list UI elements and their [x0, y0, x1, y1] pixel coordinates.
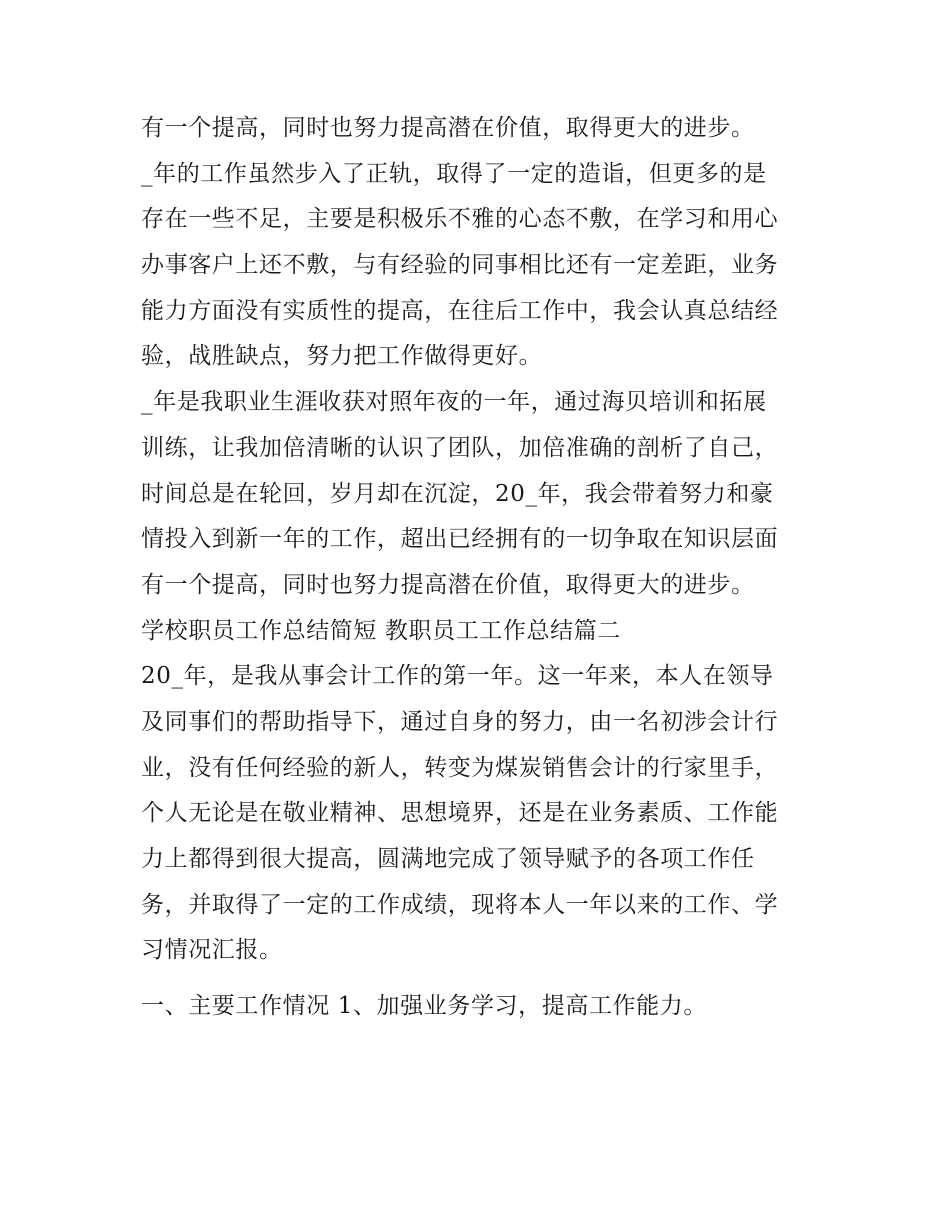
text-line: 20_年，是我从事会计工作的第一年。这一年来，本人在领导 — [141, 663, 774, 690]
text-line: _年是我职业生涯收获对照年夜的一年，通过海贝培训和拓展 — [141, 389, 767, 416]
text-line: 训练，让我加倍清晰的认识了团队，加倍准确的剖析了自己， — [141, 434, 779, 461]
text-line: 存在一些不足，主要是积极乐不雅的心态不敷，在学习和用心 — [141, 206, 779, 233]
text-line: 有一个提高，同时也努力提高潜在价值，取得更大的进步。 — [141, 571, 755, 598]
text-line: 时间总是在轮回，岁月却在沉淀，20_年，我会带着努力和豪 — [141, 480, 774, 507]
text-line: 及同事们的帮助指导下，通过自身的努力，由一名初涉会计行 — [141, 708, 779, 735]
text-line: 验，战胜缺点，努力把工作做得更好。 — [141, 343, 543, 370]
text-line: 务，并取得了一定的工作成绩，现将本人一年以来的工作、学 — [141, 891, 779, 918]
text-line: 业，没有任何经验的新人，转变为煤炭销售会计的行家里手， — [141, 754, 779, 781]
text-line: 能力方面没有实质性的提高，在往后工作中，我会认真总结经 — [141, 297, 779, 324]
text-line: _年的工作虽然步入了正轨，取得了一定的造诣，但更多的是 — [141, 160, 767, 187]
text-line: 有一个提高，同时也努力提高潜在价值，取得更大的进步。 — [141, 115, 755, 141]
text-line: 办事客户上还不敷，与有经验的同事相比还有一定差距，业务 — [141, 252, 779, 279]
text-line: 习情况汇报。 — [141, 937, 283, 964]
text-line: 情投入到新一年的工作，超出已经拥有的一切争取在知识层面 — [141, 526, 779, 553]
text-line: 力上都得到很大提高，圆满地完成了领导赋予的各项工作任 — [141, 846, 755, 872]
text-line: 个人无论是在敬业精神、思想境界，还是在业务素质、工作能 — [141, 800, 779, 827]
document-body — [141, 106, 821, 1030]
section-heading: 学校职员工作总结简短 教职员工工作总结篇二 — [141, 617, 621, 644]
text-line: 一、主要工作情况 1、加强业务学习，提高工作能力。 — [141, 993, 707, 1020]
